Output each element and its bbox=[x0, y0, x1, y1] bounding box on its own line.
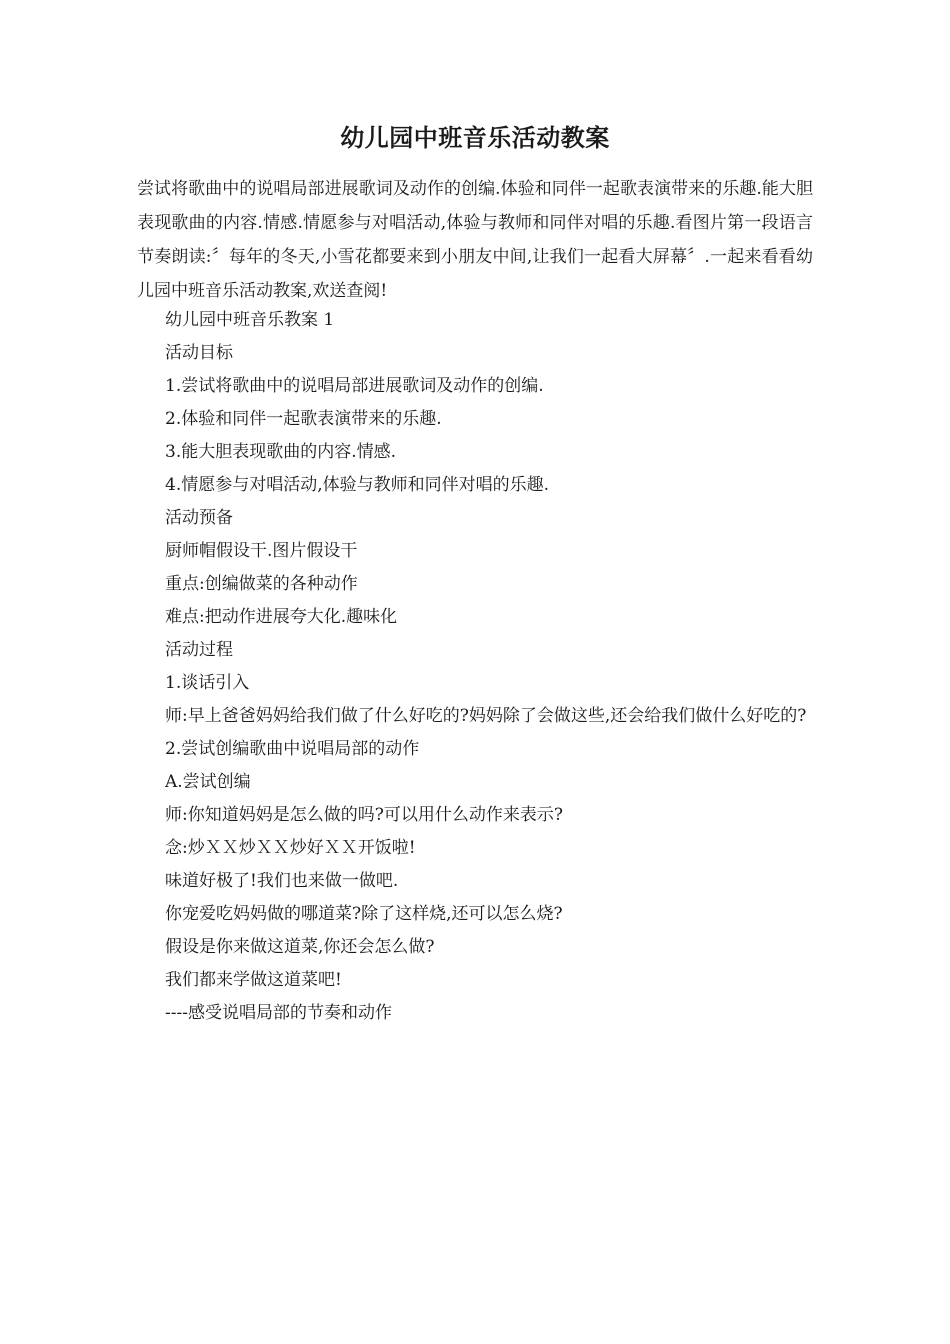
text-line: 厨师帽假设干.图片假设干 bbox=[165, 541, 358, 561]
goal-item: 2.体验和同伴一起歌表演带来的乐趣. bbox=[165, 409, 442, 429]
text-line: ----感受说唱局部的节奏和动作 bbox=[165, 1003, 392, 1023]
body-lines bbox=[137, 304, 813, 1030]
text-line: 师:你知道妈妈是怎么做的吗?可以用什么动作来表示? bbox=[165, 805, 563, 825]
goal-item: 1.尝试将歌曲中的说唱局部进展歌词及动作的创编. bbox=[165, 376, 544, 396]
document-title: 幼儿园中班音乐活动教案 bbox=[340, 124, 610, 152]
text-line: 我们都来学做这道菜吧! bbox=[165, 970, 342, 990]
text-line: 念:炒ＸＸ炒ＸＸ炒好ＸＸ开饭啦! bbox=[165, 838, 416, 858]
text-paragraph: 师:早上爸爸妈妈给我们做了什么好吃的?妈妈除了会做这些,还会给我们做什么好吃的? bbox=[165, 706, 807, 726]
text-line: 重点:创编做菜的各种动作 bbox=[165, 574, 358, 594]
section-heading: 幼儿园中班音乐教案 1 bbox=[165, 310, 335, 330]
section-heading: 活动预备 bbox=[165, 508, 233, 528]
section-heading: 活动过程 bbox=[165, 640, 233, 660]
section-heading: 活动目标 bbox=[165, 343, 233, 363]
goal-item: 3.能大胆表现歌曲的内容.情感. bbox=[165, 442, 397, 462]
text-line: 1.谈话引入 bbox=[165, 673, 250, 693]
intro-paragraph: 尝试将歌曲中的说唱局部进展歌词及动作的创编.体验和同伴一起歌表演带来的乐趣.能大胆表现歌曲的内容.情感.情愿参与对唱活动,体验与教师和同伴对唱的乐趣.看图片第一段语言节奏朗读:〞每年的冬天,小雪花都要来到小朋友中间,让我们一起看大屏幕〞.一起来看看幼儿园中班音乐活动教案,欢送查阅! bbox=[137, 179, 813, 301]
text-line: 2.尝试创编歌曲中说唱局部的动作 bbox=[165, 739, 420, 759]
text-line: 难点:把动作进展夸大化.趣味化 bbox=[165, 607, 398, 627]
text-line: 假设是你来做这道菜,你还会怎么做? bbox=[165, 937, 435, 957]
goal-item: 4.情愿参与对唱活动,体验与教师和同伴对唱的乐趣. bbox=[165, 475, 550, 495]
text-line: 你宠爱吃妈妈做的哪道菜?除了这样烧,还可以怎么烧? bbox=[165, 904, 563, 924]
text-line: 味道好极了!我们也来做一做吧. bbox=[165, 871, 399, 891]
text-line: A.尝试创编 bbox=[165, 772, 251, 792]
